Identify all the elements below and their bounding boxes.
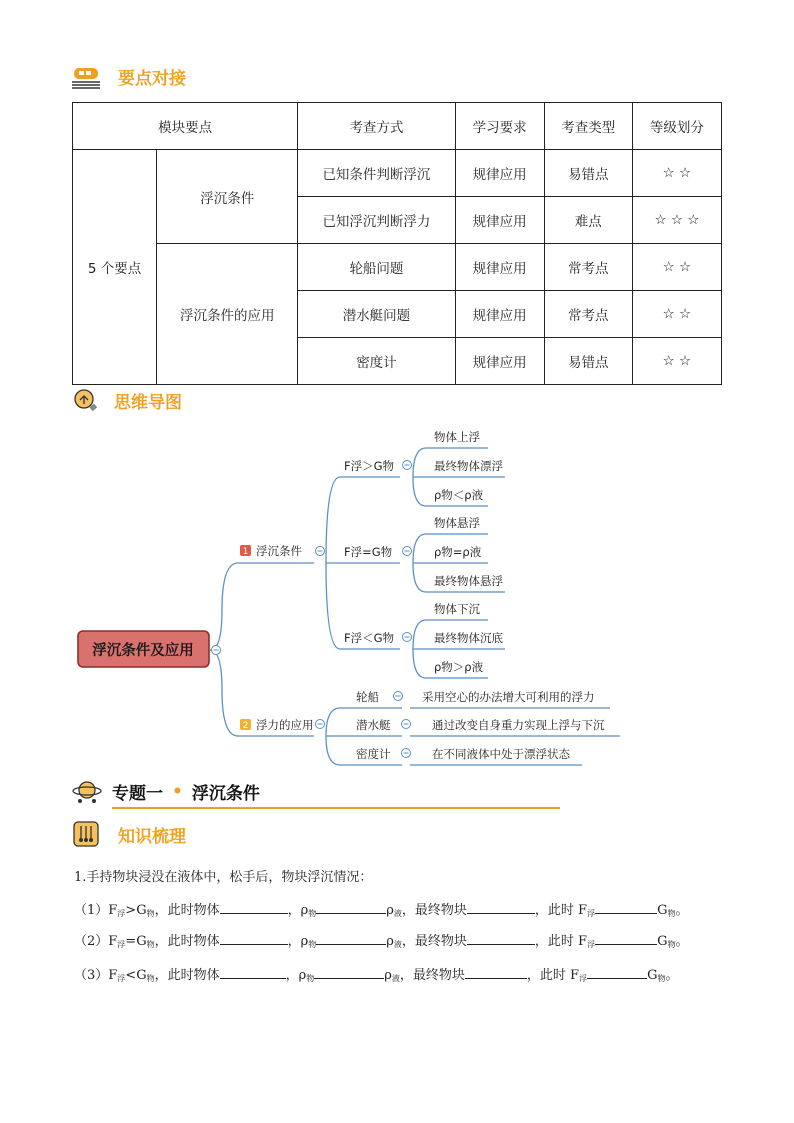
question-1: 1.手持物块浸没在液体中，松手后，物块浮沉情况： (74, 870, 373, 885)
req-cell: 规律应用 (455, 150, 544, 197)
mindmap (0, 410, 794, 770)
leaf-label: 物体悬浮 (434, 516, 480, 530)
mindmap-branch-2 (240, 718, 314, 732)
text: （3）F (74, 968, 118, 983)
level-cell: ☆ ☆ (632, 150, 721, 197)
module-cell: 5 个要点 (73, 150, 157, 385)
text: ，此时物体 (154, 968, 220, 983)
text: ，ρ (285, 968, 307, 983)
text: ，此时 F (534, 903, 588, 918)
collapse-icon[interactable] (403, 547, 412, 556)
answer-blank[interactable] (316, 899, 386, 914)
subscript: 浮 (117, 909, 126, 918)
req-cell: 规律应用 (455, 244, 544, 291)
subscript: 物 (146, 909, 155, 918)
text: ，最终物块 (401, 903, 467, 918)
section-title: 要点对接 (118, 69, 186, 89)
method-cell: 潜水艇问题 (298, 291, 455, 338)
answer-blank[interactable] (595, 930, 657, 945)
subscript: 物 (667, 940, 676, 949)
topic-number: 专题一 (112, 784, 163, 804)
text: （1）F (74, 903, 118, 918)
req-cell: 规律应用 (455, 291, 544, 338)
type-cell: 常考点 (544, 291, 632, 338)
key-points-table (72, 102, 722, 385)
text: ρ (384, 968, 392, 983)
collapse-icon[interactable] (403, 461, 412, 470)
section-title: 思维导图 (114, 392, 182, 413)
method-cell: 已知浮沉判断浮力 (298, 197, 455, 244)
subscript: 物 (146, 974, 155, 983)
text: ρ (386, 903, 394, 918)
leaf-label: ρ物＜ρ液 (434, 488, 484, 502)
subscript: 物 (308, 940, 317, 949)
answer-blank[interactable] (220, 899, 288, 914)
app-label: 轮船 (356, 690, 379, 704)
answer-blank[interactable] (467, 930, 535, 945)
branch-badge: 1 (242, 547, 249, 557)
topic-underline (112, 807, 560, 809)
subscript: 液 (393, 909, 402, 918)
train-icon (72, 65, 102, 89)
leaf-label: 物体下沉 (434, 602, 480, 616)
type-cell: 易错点 (544, 338, 632, 385)
subscript: 浮 (579, 974, 588, 983)
leaf-label: ρ物=ρ液 (434, 545, 482, 559)
condition-label: F浮＜G物 (344, 631, 395, 645)
app-desc: 在不同液体中处于漂浮状态 (432, 747, 570, 761)
header-cell: 等级划分 (632, 103, 721, 150)
answer-blank[interactable] (465, 964, 527, 979)
pendulum-icon (72, 820, 100, 848)
text: 。 (675, 934, 689, 949)
answer-blank[interactable] (314, 964, 384, 979)
type-cell: 常考点 (544, 244, 632, 291)
answer-blank[interactable] (587, 964, 647, 979)
text: G (657, 903, 668, 918)
answer-blank[interactable] (467, 899, 535, 914)
question-1-item-3 (74, 961, 724, 994)
subscript: 液 (391, 974, 400, 983)
subscript: 物 (146, 940, 155, 949)
level-cell: ☆ ☆ (632, 338, 721, 385)
section-knowledge (72, 820, 186, 848)
branch-label: 浮力的应用 (256, 718, 314, 732)
app-label: 潜水艇 (356, 718, 391, 732)
subscript: 物 (308, 909, 317, 918)
text: ，ρ (287, 934, 309, 949)
text: ，此时 F (526, 968, 580, 983)
question-1-item-2 (74, 930, 688, 950)
text: ρ (386, 934, 394, 949)
level-cell: ☆ ☆ ☆ (632, 197, 721, 244)
header-cell: 考查方式 (298, 103, 455, 150)
level-cell: ☆ ☆ (632, 244, 721, 291)
req-cell: 规律应用 (455, 338, 544, 385)
collapse-icon[interactable] (394, 692, 403, 701)
separator-dot: • (172, 781, 183, 802)
header-cell: 学习要求 (455, 103, 544, 150)
branch-badge: 2 (242, 721, 249, 731)
text: 。 (675, 903, 689, 918)
topic-name: 浮沉条件 (191, 784, 260, 804)
text: ，此时 F (534, 934, 588, 949)
leaf-label: ρ物＞ρ液 (434, 660, 484, 674)
text: <G (125, 968, 147, 983)
leaf-label: 最终物体沉底 (434, 631, 503, 645)
section-title: 知识梳理 (118, 826, 186, 847)
answer-blank[interactable] (220, 964, 286, 979)
req-cell: 规律应用 (455, 197, 544, 244)
text: =G (125, 934, 147, 949)
subscript: 物 (657, 974, 666, 983)
collapse-icon[interactable] (403, 633, 412, 642)
condition-label: F浮＞G物 (344, 459, 395, 473)
subscript: 物 (306, 974, 315, 983)
text: 。 (665, 968, 679, 983)
type-cell: 易错点 (544, 150, 632, 197)
subscript: 浮 (117, 974, 126, 983)
table-row (73, 244, 722, 291)
text: ，最终物块 (399, 968, 465, 983)
section-key-points (72, 64, 186, 89)
question-1-item-1 (74, 899, 688, 919)
subscript: 物 (667, 909, 676, 918)
answer-blank[interactable] (220, 930, 288, 945)
subscript: 液 (393, 940, 402, 949)
condition-label: F浮=G物 (344, 545, 393, 559)
group-cell: 浮沉条件 (157, 150, 298, 244)
method-cell: 轮船问题 (298, 244, 455, 291)
header-cell: 模块要点 (73, 103, 298, 150)
table-header-row (73, 103, 722, 150)
level-cell: ☆ ☆ (632, 291, 721, 338)
app-label: 密度计 (356, 747, 391, 761)
subscript: 浮 (587, 909, 596, 918)
group-cell: 浮沉条件的应用 (157, 244, 298, 385)
text: >G (125, 903, 147, 918)
collapse-icon[interactable] (402, 720, 411, 729)
leaf-label: 最终物体悬浮 (434, 574, 503, 588)
planet-icon (72, 778, 102, 804)
text: （2）F (74, 934, 118, 949)
topic-title (112, 779, 260, 804)
app-desc: 采用空心的办法增大可利用的浮力 (422, 690, 595, 704)
collapse-icon[interactable] (402, 749, 411, 758)
answer-blank[interactable] (595, 899, 657, 914)
type-cell: 难点 (544, 197, 632, 244)
mindmap-branch-1 (240, 544, 302, 558)
text: G (657, 934, 668, 949)
leaf-label: 最终物体漂浮 (434, 459, 503, 473)
leaf-label: 物体上浮 (434, 430, 480, 444)
text: ，此时物体 (154, 934, 220, 949)
root-label: 浮沉条件及应用 (92, 643, 194, 659)
method-cell: 密度计 (298, 338, 455, 385)
table-row (73, 150, 722, 197)
text: ，ρ (287, 903, 309, 918)
text: ，最终物块 (401, 934, 467, 949)
subscript: 浮 (117, 940, 126, 949)
method-cell: 已知条件判断浮沉 (298, 150, 455, 197)
subscript: 浮 (587, 940, 596, 949)
app-desc: 通过改变自身重力实现上浮与下沉 (432, 718, 605, 732)
answer-blank[interactable] (316, 930, 386, 945)
text: G (647, 968, 658, 983)
branch-label: 浮沉条件 (256, 544, 302, 558)
header-cell: 考查类型 (544, 103, 632, 150)
mindmap-root (78, 631, 209, 667)
text: ，此时物体 (154, 903, 220, 918)
